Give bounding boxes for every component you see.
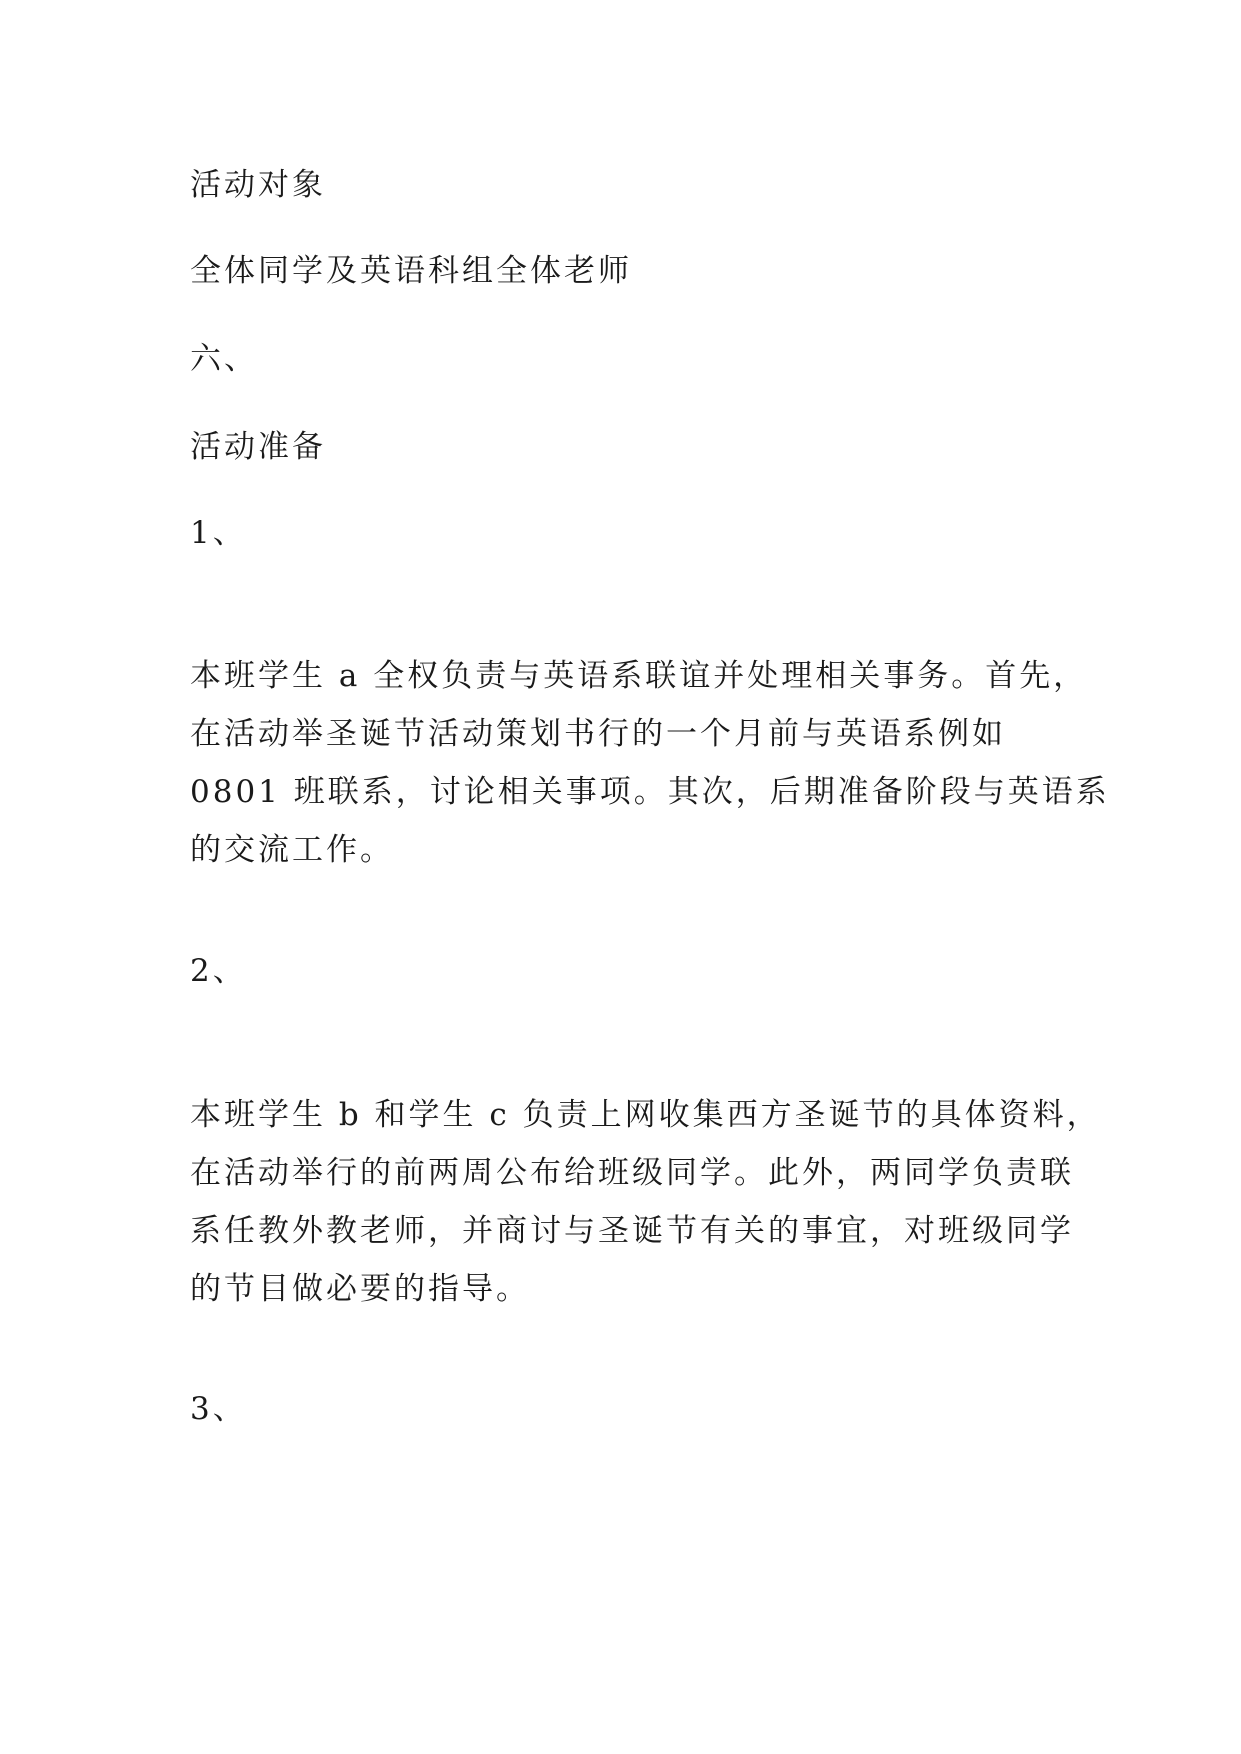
text-participants: 全体同学及英语科组全体老师 — [190, 253, 632, 289]
heading-activity-target: 活动对象 — [190, 167, 326, 203]
paragraph-1-line-1: 本班学生 a 全权负责与英语系联谊并处理相关事务。首先， — [190, 658, 1088, 694]
paragraph-item-2 — [190, 1086, 1101, 1318]
paragraph-2-line-1: 本班学生 b 和学生 c 负责上网收集西方圣诞节的具体资料， — [190, 1097, 1101, 1133]
paragraph-1-line-2: 在活动举圣诞节活动策划书行的一个月前与英语系例如 — [190, 716, 1006, 752]
item-number-2: 2、 — [190, 953, 247, 989]
item-number-3: 3、 — [190, 1391, 247, 1427]
paragraph-item-1 — [190, 647, 1110, 879]
section-number-six: 六、 — [190, 341, 258, 377]
paragraph-2-line-3: 系任教外教老师，并商讨与圣诞节有关的事宜，对班级同学 — [190, 1213, 1074, 1249]
paragraph-2-line-4: 的节目做必要的指导。 — [190, 1271, 530, 1307]
item-number-1: 1、 — [190, 515, 247, 551]
paragraph-2-line-2: 在活动举行的前两周公布给班级同学。此外，两同学负责联 — [190, 1155, 1074, 1191]
paragraph-1-line-3: 0801 班联系，讨论相关事项。其次，后期准备阶段与英语系 — [190, 774, 1110, 810]
paragraph-1-line-4: 的交流工作。 — [190, 832, 394, 868]
heading-activity-preparation: 活动准备 — [190, 429, 326, 465]
